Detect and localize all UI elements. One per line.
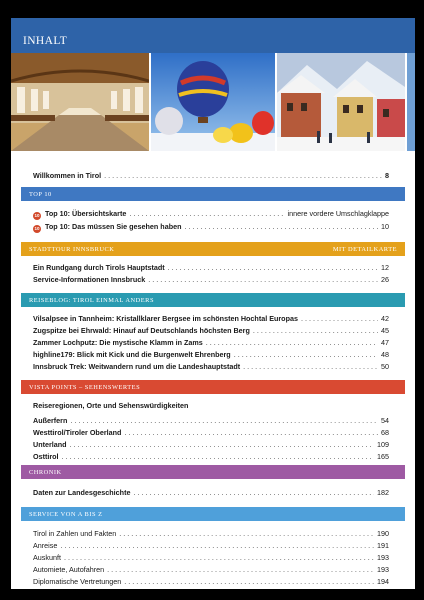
toc-entry[interactable]: Anreise ..... 191 [33,541,389,553]
toc-entry[interactable]: Automiete, Autofahren ..... 193 [33,565,389,577]
toc-entry[interactable]: Innsbruck Trek: Weitwandern rund um die Landeshauptstadt ..... 50 [33,362,389,374]
toc-entry[interactable]: Westtirol/Tiroler Oberland ..... 68 [33,428,389,440]
photo-hot-air-balloons [151,53,275,151]
toc-entry[interactable]: Außerfern ..... 54 [33,416,389,428]
section-bar-top10: TOP 10 [21,187,405,201]
toc-entry[interactable]: Unterland ..... 109 [33,440,389,452]
toc-entry-top10-highlights[interactable]: 10 Top 10: Das müssen Sie gesehen haben ..... 10 [33,222,389,234]
photo-winter-village [277,53,405,151]
section-bar-service: SERVICE VON A BIS Z [21,507,405,521]
section-bar-reiseblog: REISEBLOG: TIROL EINMAL ANDERS [21,293,405,307]
page-title: INHALT [23,35,68,47]
top10-bullet-icon: 10 [34,213,40,218]
toc-entry-top10-map[interactable]: 10 Top 10: Übersichtskarte ..... innere vordere Umschlagklappe [33,209,389,221]
section-bar-chronik: CHRONIK [21,465,405,479]
photo-edge [407,53,415,151]
toc-entry[interactable]: Zammer Lochputz: Die mystische Klamm in Zams ..... 47 [33,338,389,350]
toc-entry[interactable]: Zugspitze bei Ehrwald: Hinauf auf Deutschlands höchsten Berg ..... 45 [33,326,389,338]
top10-bullet-icon: 10 [34,226,40,231]
toc-page [11,18,415,589]
toc-entry[interactable]: Auskunft ..... 193 [33,553,389,565]
toc-entry[interactable]: highline179: Blick mit Kick und die Burgenwelt Ehrenberg ..... 48 [33,350,389,362]
toc-entry[interactable]: Daten zur Landesgeschichte ..... 182 [33,488,389,500]
toc-entry[interactable]: Vilsalpsee in Tannheim: Kristallklarer Bergsee im schönsten Hochtal Europas ..... 42 [33,314,389,326]
photo-palace-hall [11,53,149,151]
toc-entry-intro[interactable]: Willkommen in Tirol ..... 8 [33,171,389,183]
toc-entry[interactable]: Tirol in Zahlen und Fakten ..... 190 [33,529,389,541]
toc-entry[interactable]: Diplomatische Vertretungen ..... 194 [33,577,389,589]
photo-strip [11,53,415,151]
toc-entry[interactable]: Ein Rundgang durch Tirols Hauptstadt ..... 12 [33,263,389,275]
toc-entry[interactable]: Service-Informationen Innsbruck ..... 26 [33,275,389,287]
section-bar-stadttour: STADTTOUR INNSBRUCK MIT DETAILKARTE [21,242,405,256]
section-subheading: Reiseregionen, Orte und Sehenswürdigkeiten [33,401,189,410]
title-bar [11,18,415,53]
section-bar-vista: VISTA POINTS – SEHENSWERTES [21,380,405,394]
toc-entry[interactable]: Osttirol ..... 165 [33,452,389,464]
